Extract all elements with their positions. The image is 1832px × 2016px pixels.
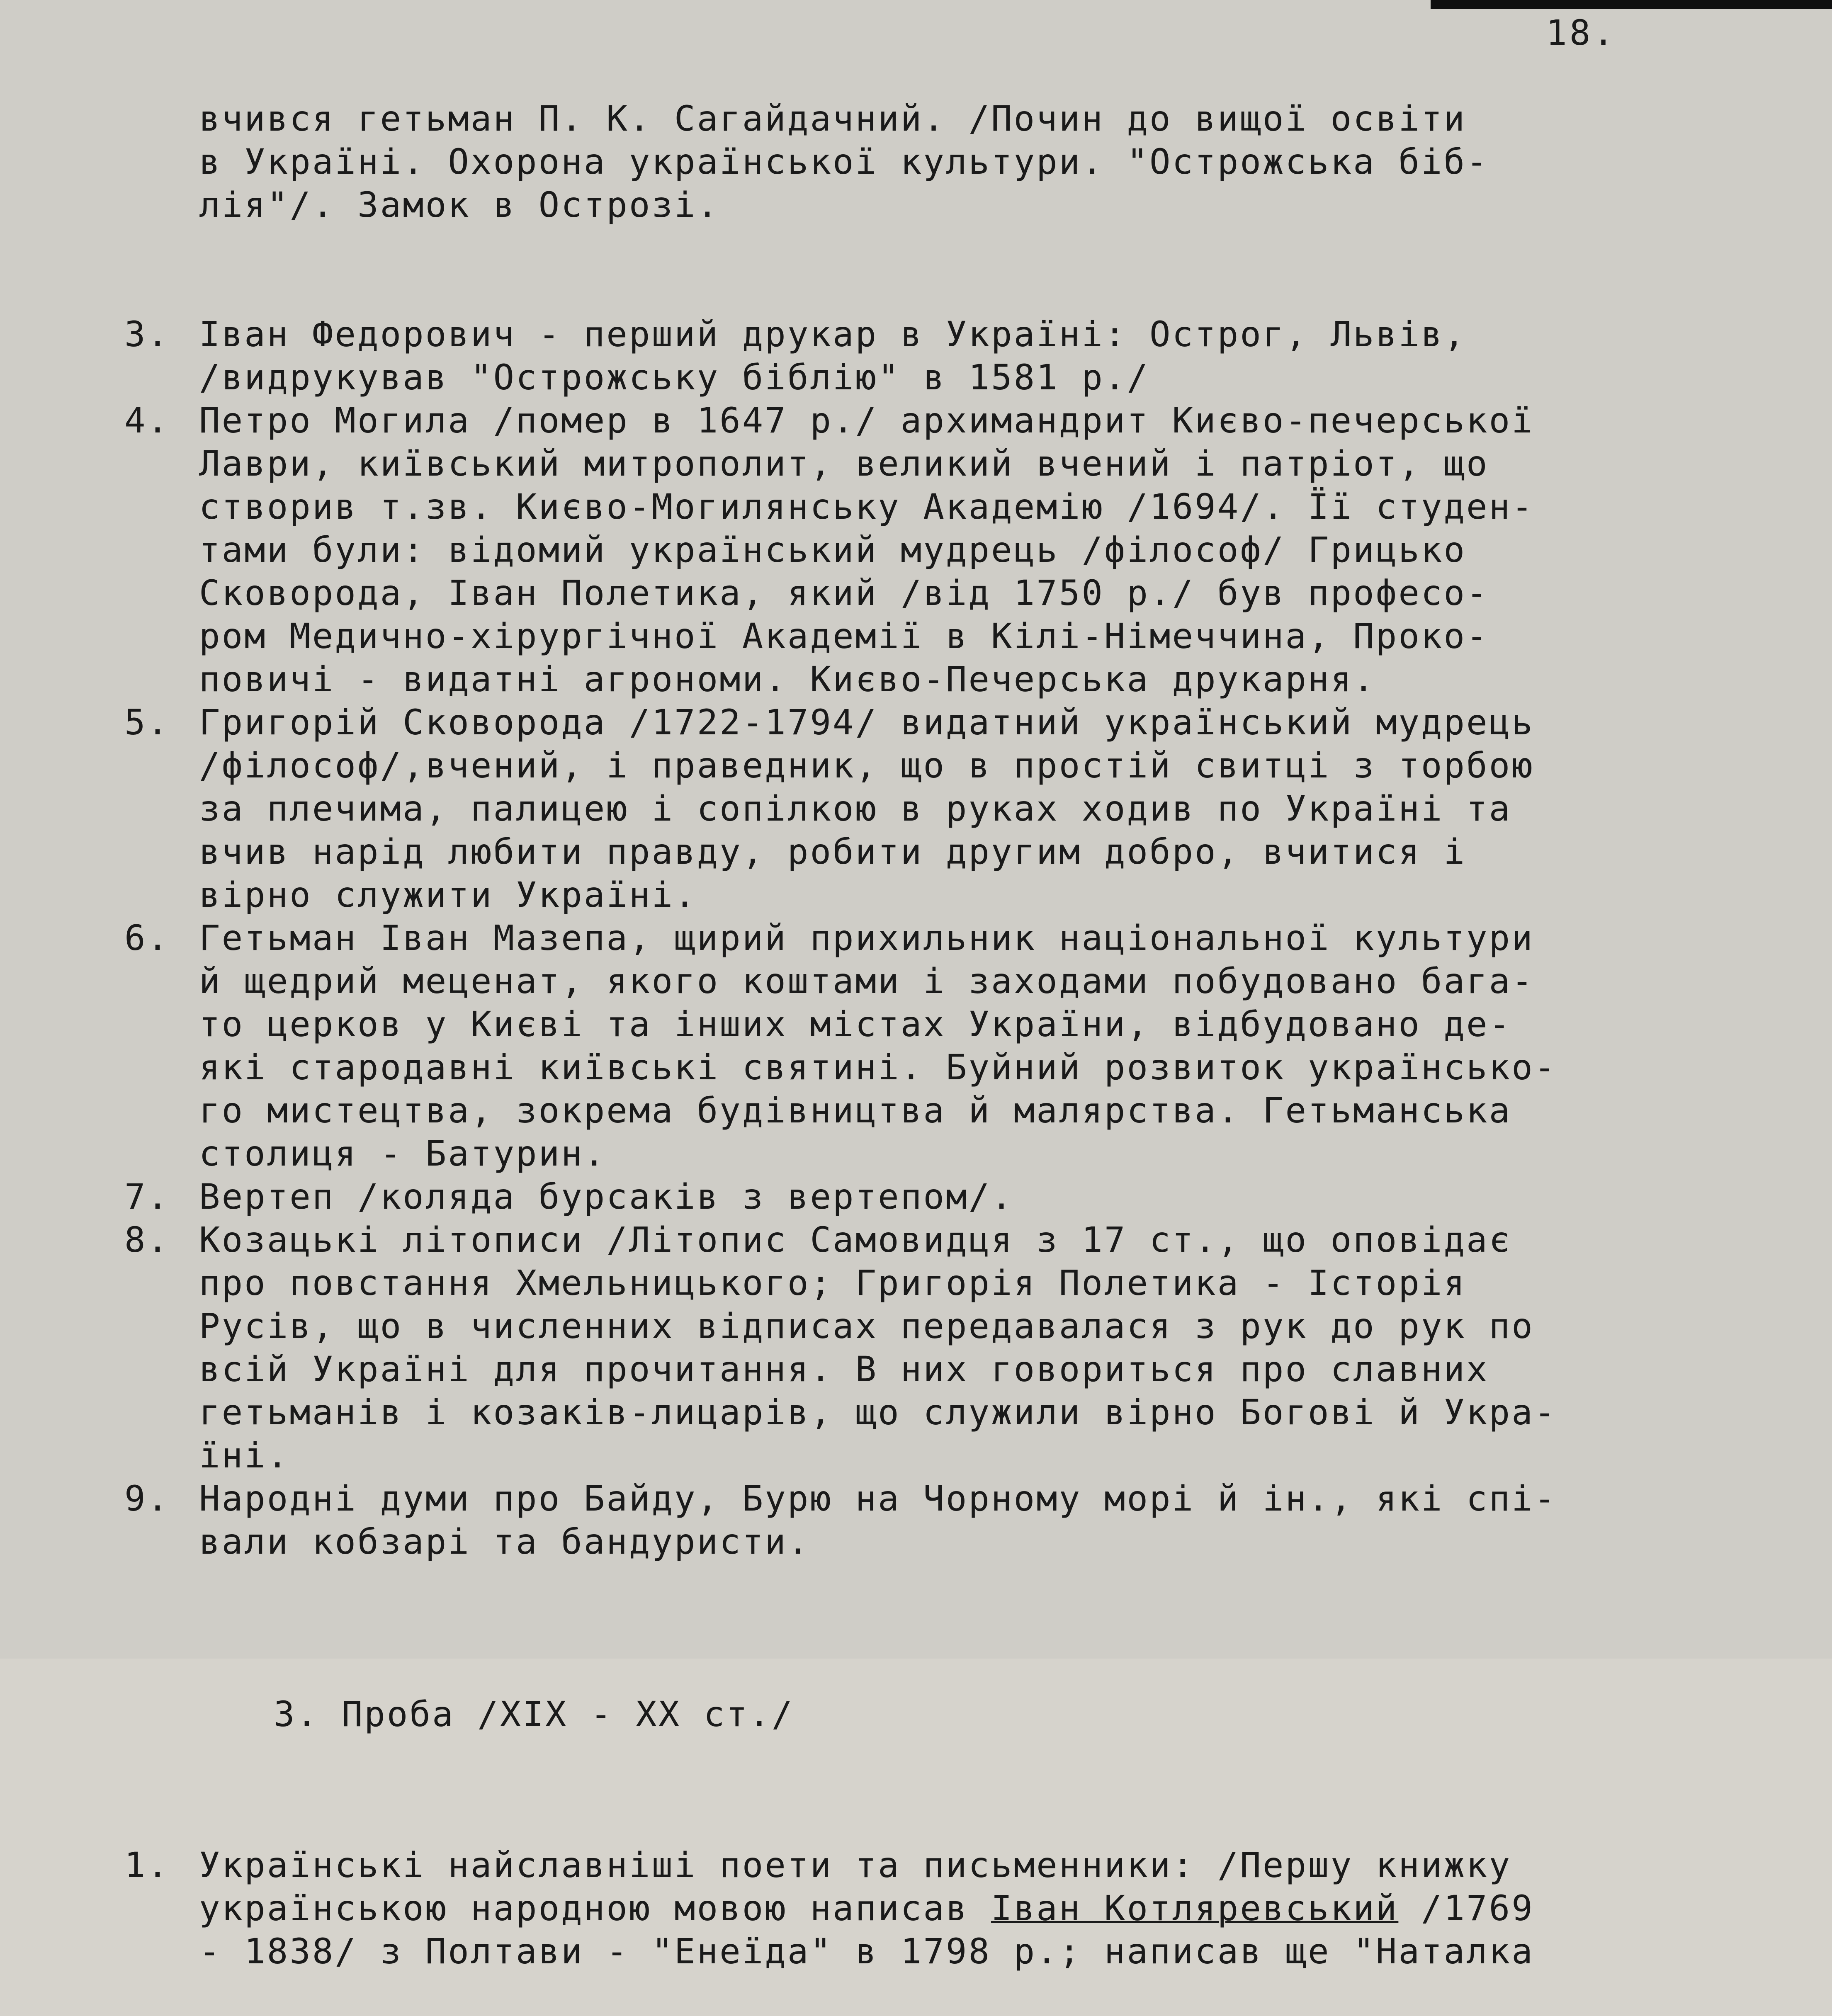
list-item-number: 9. xyxy=(124,1478,170,1519)
text-line: Українські найславніші поети та письменники: /Першу книжку xyxy=(199,1845,1512,1885)
list-part-2 xyxy=(124,1844,1742,1973)
list-part-1 xyxy=(124,313,1742,1563)
list-item-text: Гетьман Іван Мазепа, щирий прихильник національної культури й щедрий меценат, якого коштами і заходами побудовано бага- то церков у Києві та інших містах України, відбудовано де- які стародавні київські святині. Буйний розвиток українсько- го мистецтва, зокрема будівництва й малярства. Гетьманська столиця - Батурин. xyxy=(199,918,1557,1174)
list-item-text xyxy=(199,1844,1742,1973)
text-line: українською народною мовою написав xyxy=(199,1888,991,1929)
list-item-number: 1. xyxy=(124,1845,170,1885)
list-item xyxy=(124,1844,1742,1973)
continuation-paragraph: вчився гетьман П. К. Сагайдачний. /Почин до вищої освіти в Україні. Охорона української культури. "Острожська біб- лія"/. Замок в Острозі. xyxy=(199,98,1489,225)
list-item-text: Григорій Сковорода /1722-1794/ видатний український мудрець /філософ/,вчений, і праведник, що в простій свитці з торбою за плечима, палицею і сопілкою в руках ходив по Україні та вчив нарід любити правду, робити другим добро, вчитися і вірно служити Україні. xyxy=(199,702,1534,915)
list-item-text: Петро Могила /помер в 1647 р./ архимандрит Києво-печерської Лаври, київський митрополит, великий вчений і патріот, що створив т.зв. Києво-Могилянську Академію /1694/. Її студен- тами були: відомий український мудрець /філософ/ Грицько Сковорода, Іван Полетика, який /від 1750 р./ був професо- ром Медично-хірургічної Академії в Кілі-Німеччина, Проко- повичі - видатні агрономи. Києво-Печерська друкарня. xyxy=(199,400,1534,700)
list-item-number: 6. xyxy=(124,918,170,958)
list-item-text: Вертеп /коляда бурсаків з вертепом/. xyxy=(199,1176,1014,1217)
list-item-text: Козацькі літописи /Літопис Самовидця з 17 ст., що оповідає про повстання Хмельницького; Григорія Полетика - Історія Русів, що в численних відписах передавалася з рук до рук по всій Україні для прочитання. В них говориться про славних гетьманів і козаків-лицарів, що служили вірно Богові й Укра- їні. xyxy=(199,1219,1557,1476)
list-item-number: 7. xyxy=(124,1176,170,1217)
list-item xyxy=(124,1218,1742,1477)
text-line: - 1838/ з Полтави - "Енеїда" в 1798 р.; написав ще "Наталка xyxy=(199,1931,1534,1972)
list-item-number: 8. xyxy=(124,1219,170,1260)
list-item xyxy=(124,701,1742,916)
list-item-text: Іван Федорович - перший друкар в Україні: Острог, Львів, /видрукував "Острожську біблію" в 1581 р./ xyxy=(199,314,1467,398)
list-item-text: Народні думи про Байду, Бурю на Чорному морі й ін., які спі- вали кобзарі та бандуристи. xyxy=(199,1478,1557,1562)
list-item xyxy=(124,399,1742,701)
list-item-number: 5. xyxy=(124,702,170,743)
list-item xyxy=(124,313,1742,399)
document-body xyxy=(124,54,1742,2016)
list-item-number: 4. xyxy=(124,400,170,441)
text-line: /1769 xyxy=(1398,1888,1534,1929)
scan-top-edge xyxy=(1431,0,1832,9)
list-item xyxy=(124,1477,1742,1563)
page-number: 18. xyxy=(1546,12,1616,53)
section-heading: 3. Проба /XIX - XX ст./ xyxy=(274,1694,795,1734)
list-item xyxy=(124,916,1742,1175)
list-item xyxy=(124,1175,1742,1218)
list-item-number: 3. xyxy=(124,314,170,355)
underlined-name: Іван Котляревський xyxy=(991,1888,1399,1929)
